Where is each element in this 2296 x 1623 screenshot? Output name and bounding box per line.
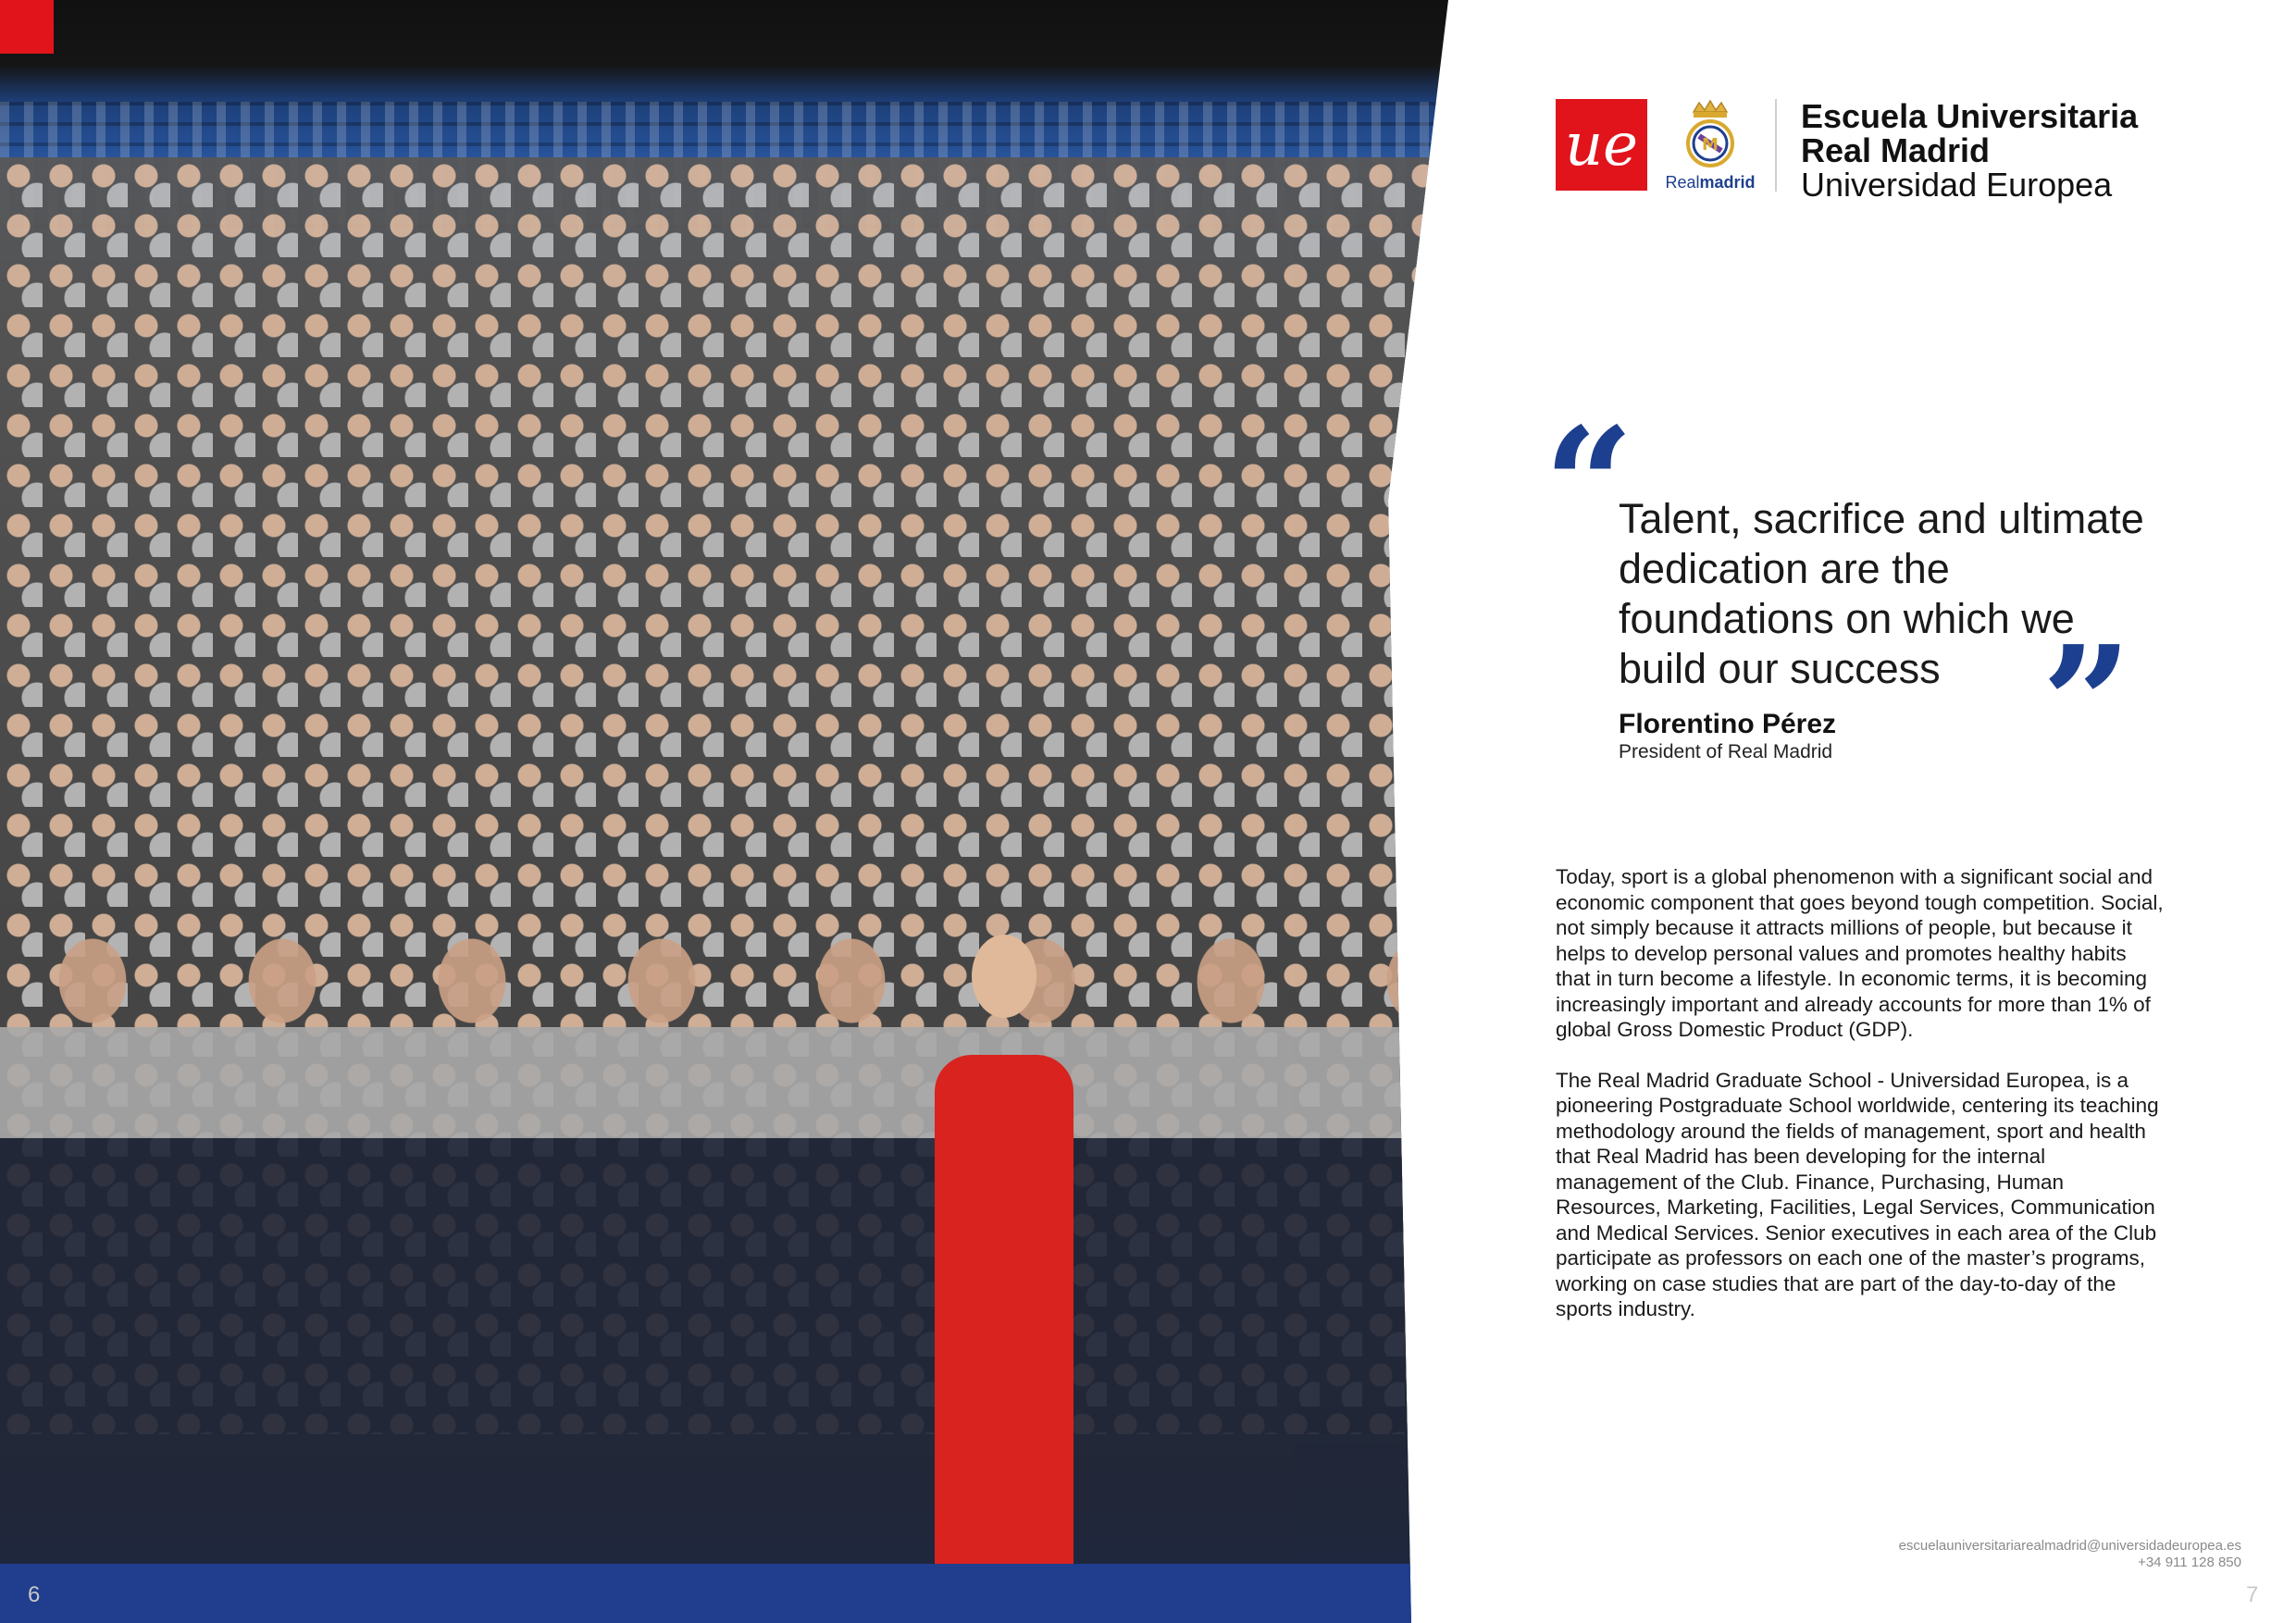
logo-block <box>1556 97 2139 204</box>
author-name: Florentino Pérez <box>1619 709 1837 739</box>
school-name-line3: Universidad Europea <box>1801 166 2113 204</box>
ue-logo: ue <box>1556 99 1647 191</box>
logo-divider <box>1775 99 1777 192</box>
body-paragraph-1: Today, sport is a global phenomenon with a significant social and economic component that goes beyond tough competition. Social, not simply because it attracts millions of people, but because it helps to develop personal values and promotes healthy habits that in turn become a lifestyle. In economic terms, it is becoming increasingly important and already accounts for more than 1% of global Gross Domestic Product (GDP). <box>1556 865 2164 1041</box>
svg-text:M: M <box>1702 135 1719 155</box>
front-row-graduates <box>0 925 1448 1573</box>
body-text <box>1556 864 2166 1347</box>
real-madrid-crest <box>1664 99 1756 192</box>
open-quote-icon: “ <box>1544 393 1634 578</box>
author-role: President of Real Madrid <box>1619 741 1833 762</box>
close-quote-icon: ” <box>2042 612 2132 797</box>
page-number-left: 6 <box>28 1582 41 1607</box>
contact-email[interactable]: escuelauniversitariarealmadrid@universidadeuropea.es <box>1898 1538 2241 1554</box>
page-number-right: 7 <box>2246 1582 2259 1607</box>
real-madrid-wordmark: Realmadrid <box>1665 173 1756 192</box>
school-name-line2: Real Madrid <box>1801 131 1991 169</box>
quote-text: Talent, sacrifice and ultimate dedication are the foundations on which we build our success <box>1619 495 2144 692</box>
red-corner-tab <box>0 0 54 54</box>
crown-crest-icon <box>1682 99 1738 169</box>
quote-author <box>1619 709 1836 764</box>
school-name <box>1801 99 2138 202</box>
contact-phone[interactable]: +34 911 128 850 <box>2138 1555 2241 1570</box>
graduate-head <box>972 935 1036 1018</box>
red-dress-graduate <box>935 1055 1074 1573</box>
contact-info <box>1899 1538 2241 1571</box>
body-paragraph-2: The Real Madrid Graduate School - Universidad Europea, is a pioneering Postgraduate School worldwide, centering its teaching methodology around the fields of management, sport and health that Real Madrid has been developing for the internal management of the Club. Finance, Purchasing, Human Resources, Marketing, Facilities, Legal Services, Communication and Medical Services. Senior executives in each area of the Club participate as professors on each one of the master’s programs, working on case studies that are part of the day-to-day of the sports industry. <box>1556 1068 2159 1320</box>
stadium-floor <box>0 1564 1448 1623</box>
school-name-line1: Escuela Universitaria <box>1801 97 2139 135</box>
